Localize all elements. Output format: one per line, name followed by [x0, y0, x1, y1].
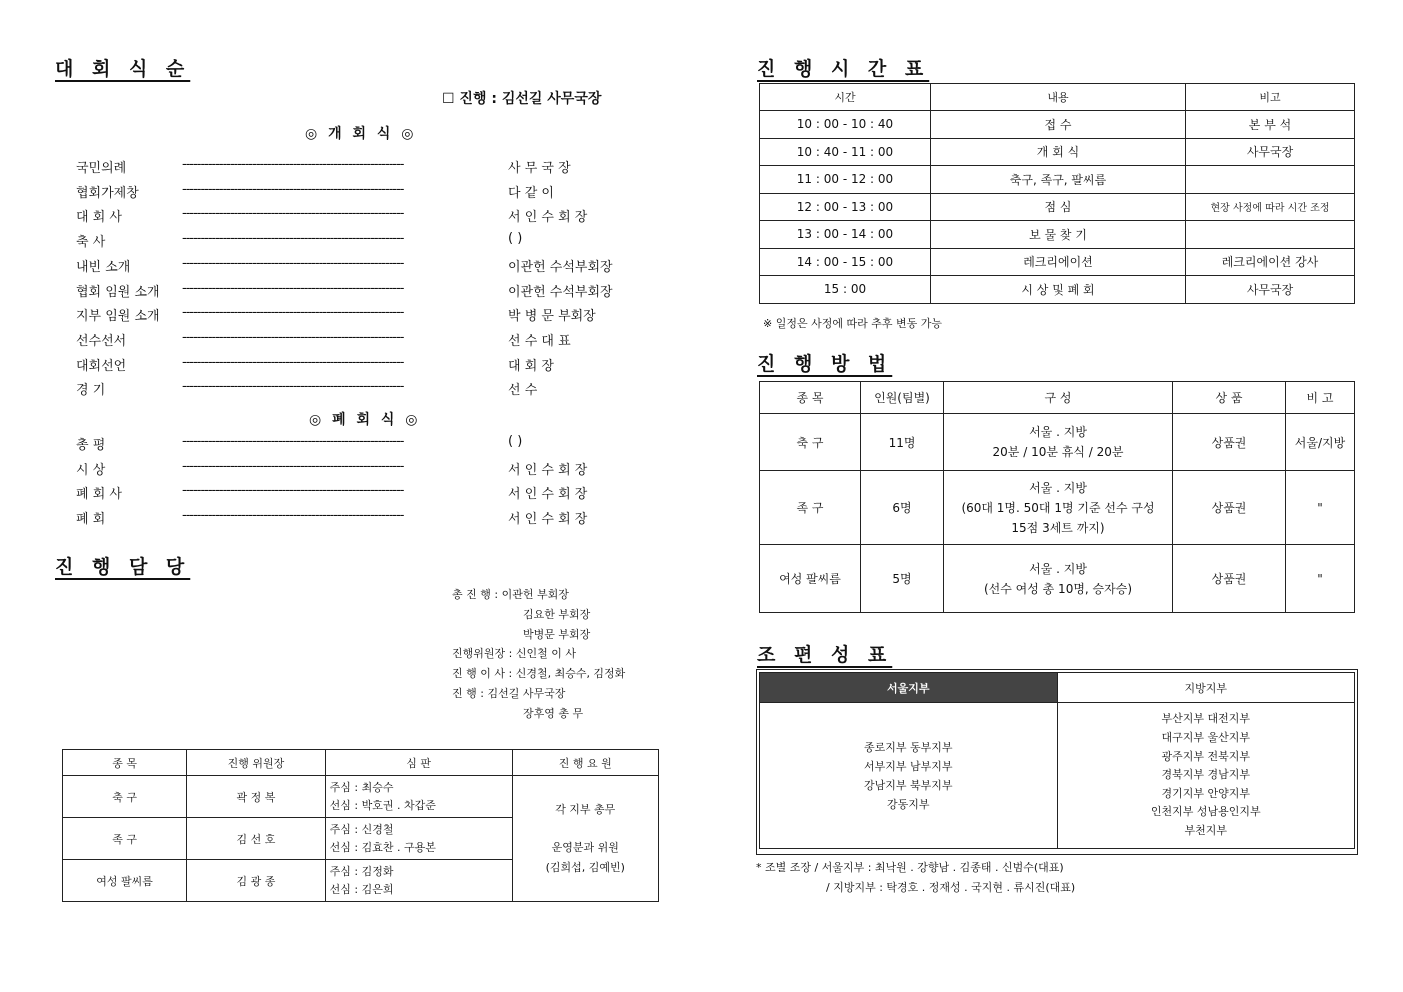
- host-line: ☐ 진행 : 김선길 사무국장: [442, 91, 602, 107]
- staff-cell-line: 각 지부 총무: [555, 802, 616, 816]
- referee-cell: [325, 818, 512, 860]
- prize-cell: 상품권: [1173, 414, 1286, 471]
- chair-cell: 김 선 호: [187, 818, 325, 860]
- ceremony-item-label: 국민의례: [76, 161, 127, 176]
- schedule-note-cell: 현장 사정에 따라 시간 조정: [1186, 193, 1355, 221]
- ceremony-item-person: ( ): [508, 434, 523, 449]
- group-leader-note: * 조별 조장 / 서울지부 : 최낙원 . 강향남 . 김종태 . 신범수(대표): [756, 861, 1064, 874]
- composition-line: 15점 3세트 까지): [1011, 520, 1105, 535]
- staff-title: 진 행 담 당: [55, 556, 191, 578]
- branch-item: 종로지부 동부지부: [863, 740, 953, 754]
- schedule-content-cell: 접 수: [931, 111, 1186, 139]
- event-cell: 족 구: [63, 818, 187, 860]
- dotted-leader: ------------------------------------------------------------: [182, 231, 404, 247]
- ceremony-item-person: 박 병 문 부회장: [508, 309, 596, 325]
- branch-item: 인천지부 성남용인지부: [1150, 805, 1261, 819]
- staff-cell-line: (김희섭, 김예빈): [545, 860, 625, 874]
- composition-line: 서울 . 지방: [1029, 480, 1087, 495]
- seoul-branch-header: 서울지부: [760, 673, 1058, 703]
- schedule-content-cell: 점 심: [931, 193, 1186, 221]
- event-cell: 여성 팔씨름: [760, 545, 861, 613]
- schedule-time-cell: 10 : 40 - 11 : 00: [760, 138, 931, 166]
- staff-line: 진 행 : 김선길 사무국장: [452, 687, 566, 700]
- main-referee: 주심 : 김정화: [329, 864, 394, 878]
- note-cell: ": [1286, 471, 1355, 545]
- staff-line: 총 진 행 : 이관헌 부회장: [452, 588, 569, 601]
- ceremony-item: [76, 459, 636, 481]
- table-row: [760, 193, 1355, 221]
- line-referee: 선심 : 김효찬 . 구용본: [329, 840, 436, 854]
- table-header: 진행 위원장: [187, 750, 325, 776]
- ceremony-item-label: 대 회 사: [76, 210, 122, 226]
- line-referee: 선심 : 김은희: [329, 882, 394, 896]
- composition-cell: [944, 414, 1173, 471]
- schedule-note-cell: 사무국장: [1186, 138, 1355, 166]
- branch-item: 서부지부 남부지부: [863, 759, 953, 773]
- composition-line: 20분 / 10분 휴식 / 20분: [992, 445, 1124, 459]
- event-cell: 여성 팔씨름: [63, 860, 187, 902]
- schedule-content-cell: 축구, 족구, 팔씨름: [931, 166, 1186, 194]
- branch-item: 강남지부 북부지부: [863, 778, 953, 792]
- seoul-branch-list: [760, 703, 1058, 849]
- dotted-leader: ------------------------------------------------------------: [182, 255, 404, 271]
- ceremony-item: [76, 231, 636, 253]
- table-row: [760, 138, 1355, 166]
- dotted-leader: ------------------------------------------------------------: [182, 181, 404, 197]
- table-header: 비 고: [1286, 382, 1355, 414]
- ceremony-item: [76, 206, 636, 228]
- ceremony-item-person: 대 회 장: [508, 358, 554, 374]
- schedule-content-cell: 개 회 식: [931, 138, 1186, 166]
- dotted-leader: ------------------------------------------------------------: [182, 157, 404, 172]
- opening-ceremony-title: ◎ 개 회 식 ◎: [305, 126, 417, 142]
- staff-line: 김요한 부회장: [523, 608, 591, 621]
- staff-cell: [512, 776, 658, 902]
- schedule-time-cell: 15 : 00: [760, 276, 931, 304]
- staff-cell-line: 운영분과 위원: [551, 840, 619, 854]
- table-row: [760, 545, 1355, 613]
- referee-cell: [325, 860, 512, 902]
- table-header: 종 목: [63, 750, 187, 776]
- table-header: 시간: [760, 84, 931, 111]
- staff-line: 박병문 부회장: [523, 628, 591, 641]
- schedule-table: [759, 83, 1355, 304]
- group-title: 조 편 성 표: [757, 644, 893, 666]
- ceremony-item-person: 서 인 수 회 장: [508, 487, 588, 503]
- ceremony-item-label: 축 사: [76, 235, 106, 251]
- staff-assignment-table: [62, 749, 659, 902]
- schedule-note-cell: [1186, 166, 1355, 194]
- ceremony-item-label: 총 평: [76, 438, 106, 453]
- ceremony-item: [76, 330, 636, 352]
- composition-line: 서울 . 지방: [1029, 425, 1087, 439]
- table-row: [760, 276, 1355, 304]
- ceremony-item-label: 시 상: [76, 462, 106, 478]
- schedule-time-cell: 14 : 00 - 15 : 00: [760, 248, 931, 276]
- table-header: 인원(팀별): [861, 382, 944, 414]
- dotted-leader: ------------------------------------------------------------: [182, 354, 404, 370]
- ceremony-item-person: 이관헌 수석부회장: [508, 259, 613, 275]
- event-cell: 축 구: [760, 414, 861, 471]
- ceremony-item: [76, 434, 636, 456]
- schedule-note-cell: 레크리에이션 강사: [1186, 248, 1355, 276]
- line-referee: 선심 : 박호권 . 차갑준: [329, 798, 436, 812]
- count-cell: 11명: [861, 414, 944, 471]
- dotted-leader: ------------------------------------------------------------: [182, 434, 404, 449]
- ceremony-item-label: 폐 회: [76, 512, 106, 528]
- ceremony-item-label: 협회가제창: [76, 185, 139, 201]
- branch-item: 강동지부: [886, 797, 930, 811]
- schedule-content-cell: 시 상 및 폐 회: [931, 276, 1186, 304]
- ceremony-item-person: 서 인 수 회 장: [508, 210, 588, 226]
- prize-cell: 상품권: [1173, 471, 1286, 545]
- dotted-leader: ------------------------------------------------------------: [182, 508, 404, 524]
- ceremony-item: [76, 157, 636, 179]
- program-title: 대 회 식 순: [55, 58, 191, 80]
- branch-item: 부천지부: [1184, 823, 1227, 837]
- schedule-time-cell: 13 : 00 - 14 : 00: [760, 221, 931, 249]
- composition-cell: [944, 545, 1173, 613]
- table-row: [760, 471, 1355, 545]
- local-branch-list: [1057, 703, 1355, 849]
- table-row: [760, 166, 1355, 194]
- ceremony-item-label: 지부 임원 소개: [76, 309, 160, 325]
- closing-ceremony-title: ◎ 폐 회 식 ◎: [309, 412, 421, 428]
- ceremony-item-label: 경 기: [76, 383, 106, 399]
- table-header: 구 성: [944, 382, 1173, 414]
- schedule-title: 진 행 시 간 표: [757, 58, 930, 80]
- ceremony-item: [76, 355, 636, 377]
- dotted-leader: ------------------------------------------------------------: [182, 379, 404, 395]
- ceremony-item: [76, 483, 636, 505]
- branch-item: 경기지부 안양지부: [1161, 786, 1250, 800]
- table-header: 비고: [1186, 84, 1355, 111]
- schedule-note-cell: 본 부 석: [1186, 111, 1355, 139]
- branch-item: 광주지부 전북지부: [1161, 749, 1250, 763]
- ceremony-item-person: 서 인 수 회 장: [508, 512, 588, 528]
- main-referee: 주심 : 최승수: [329, 780, 394, 794]
- table-row: [760, 414, 1355, 471]
- branch-item: 부산지부 대전지부: [1161, 712, 1250, 726]
- ceremony-item: [76, 305, 636, 327]
- referee-cell: [325, 776, 512, 818]
- composition-line: (선수 여성 총 10명, 승자승): [983, 581, 1133, 596]
- composition-cell: [944, 471, 1173, 545]
- schedule-time-cell: 12 : 00 - 13 : 00: [760, 193, 931, 221]
- dotted-leader: ------------------------------------------------------------: [182, 329, 404, 345]
- table-row: [760, 221, 1355, 249]
- event-cell: 족 구: [760, 471, 861, 545]
- method-title: 진 행 방 법: [757, 353, 893, 375]
- ceremony-item-label: 선수선서: [76, 333, 127, 349]
- ceremony-item-person: 서 인 수 회 장: [508, 462, 588, 478]
- ceremony-item-person: 사 무 국 장: [508, 161, 571, 176]
- table-row: [760, 248, 1355, 276]
- event-cell: 축 구: [63, 776, 187, 818]
- staff-line: 진 행 이 사 : 신경철, 최승수, 김정화: [452, 667, 626, 680]
- count-cell: 6명: [861, 471, 944, 545]
- staff-line: 장후영 총 무: [523, 707, 584, 720]
- ceremony-item-label: 폐 회 사: [76, 487, 122, 503]
- schedule-time-cell: 11 : 00 - 12 : 00: [760, 166, 931, 194]
- dotted-leader: ------------------------------------------------------------: [182, 458, 404, 474]
- composition-line: (60대 1명. 50대 1명 기준 선수 구성: [961, 500, 1155, 515]
- dotted-leader: ------------------------------------------------------------: [182, 305, 404, 321]
- dotted-leader: ------------------------------------------------------------: [182, 483, 404, 499]
- staff-line: 진행위원장 : 신인철 이 사: [452, 647, 576, 660]
- schedule-note-cell: [1186, 221, 1355, 249]
- ceremony-item-person: 선 수 대 표: [508, 333, 571, 349]
- branch-item: 대구지부 울산지부: [1161, 731, 1250, 745]
- dotted-leader: ------------------------------------------------------------: [182, 206, 404, 222]
- ceremony-item-label: 협회 임원 소개: [76, 284, 160, 300]
- ceremony-item-person: 이관헌 수석부회장: [508, 284, 613, 300]
- table-header: 내용: [931, 84, 1186, 111]
- ceremony-item-label: 대회선언: [76, 358, 127, 374]
- ceremony-item: [76, 256, 636, 278]
- schedule-note-cell: 사무국장: [1186, 276, 1355, 304]
- table-header: 진 행 요 원: [512, 750, 658, 776]
- prize-cell: 상품권: [1173, 545, 1286, 613]
- branch-item: 경북지부 경남지부: [1161, 768, 1250, 782]
- composition-line: 서울 . 지방: [1029, 561, 1087, 576]
- local-branch-header: 지방지부: [1057, 673, 1355, 703]
- ceremony-item: [76, 379, 636, 401]
- ceremony-item-person: ( ): [508, 231, 523, 247]
- table-row: [760, 111, 1355, 139]
- note-cell: 서울/지방: [1286, 414, 1355, 471]
- schedule-time-cell: 10 : 00 - 10 : 40: [760, 111, 931, 139]
- table-header: 종 목: [760, 382, 861, 414]
- group-table: [759, 672, 1355, 849]
- method-table: [759, 381, 1355, 613]
- table-row: [63, 776, 659, 818]
- ceremony-item: [76, 508, 636, 530]
- table-header: 심 판: [325, 750, 512, 776]
- ceremony-item-label: 내빈 소개: [76, 259, 131, 275]
- dotted-leader: ------------------------------------------------------------: [182, 280, 404, 296]
- schedule-note: ※ 일정은 사정에 따라 추후 변동 가능: [763, 317, 942, 330]
- ceremony-item: [76, 182, 636, 204]
- schedule-content-cell: 보 물 찾 기: [931, 221, 1186, 249]
- count-cell: 5명: [861, 545, 944, 613]
- ceremony-item: [76, 281, 636, 303]
- chair-cell: 김 광 종: [187, 860, 325, 902]
- ceremony-item-person: 선 수: [508, 383, 538, 399]
- table-header: 상 품: [1173, 382, 1286, 414]
- ceremony-item-person: 다 같 이: [508, 185, 554, 201]
- main-referee: 주심 : 신경철: [329, 822, 394, 836]
- note-cell: ": [1286, 545, 1355, 613]
- chair-cell: 곽 정 복: [187, 776, 325, 818]
- schedule-content-cell: 레크리에이션: [931, 248, 1186, 276]
- group-leader-note: / 지방지부 : 탁경호 . 정재성 . 국지현 . 류시진(대표): [826, 881, 1076, 894]
